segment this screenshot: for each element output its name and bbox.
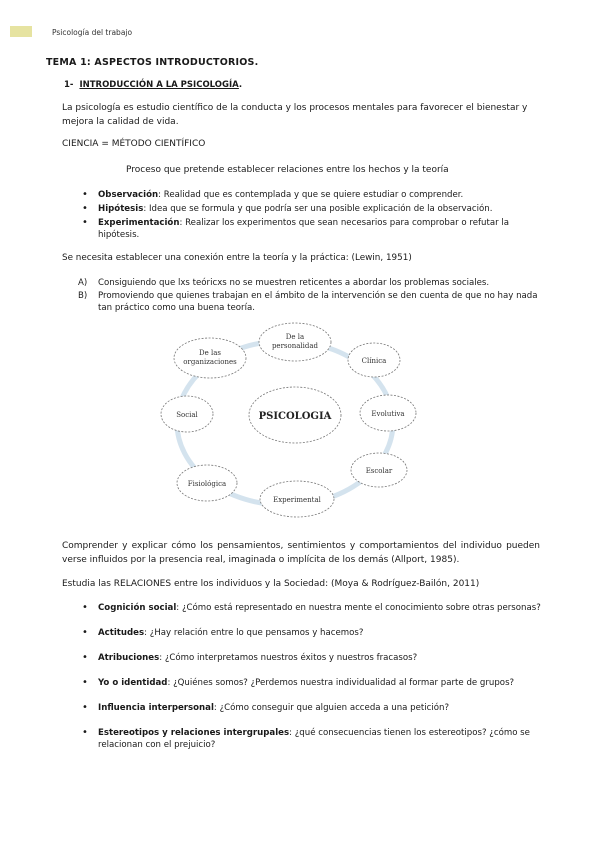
- svg-text:De la: [286, 333, 304, 341]
- topic-atribuciones: [80, 652, 562, 664]
- definition: Idea que se formula y que podría ser una posible explicación de la observación.: [148, 204, 493, 214]
- connection-item-b: [78, 290, 548, 314]
- connection-sentence: Se necesita establecer una conexión entre la teoría y la práctica: (Lewin, 1951): [62, 253, 412, 263]
- node-label: organizaciones: [183, 358, 237, 366]
- svg-text:De las: [199, 349, 221, 357]
- chapter-title: TEMA 1: ASPECTOS INTRODUCTORIOS.: [46, 57, 259, 68]
- list-marker: A): [78, 278, 88, 288]
- definition: Realizar los experimentos que sean necesarios para comprobar o refutar la hipótesis.: [98, 218, 510, 240]
- svg-text:Fisiológica: [188, 480, 226, 488]
- social-psychology-definition: Comprender y explicar cómo los pensamientos, sentimientos y comportamientos del individuo pueden verse influidos por la presencia real, imaginada o implícita de los demás (Allport, 1985).: [62, 541, 540, 565]
- svg-text:Evolutiva: [371, 410, 404, 418]
- svg-text:Social: [176, 411, 198, 419]
- node-label: Evolutiva: [371, 410, 405, 418]
- node-escolar: [351, 453, 407, 487]
- term: Estereotipos y relaciones intergrupales: [98, 728, 290, 738]
- node-label: Social: [176, 411, 198, 419]
- section-heading: [64, 80, 242, 90]
- node-social: [161, 396, 213, 432]
- intro-paragraph: La psicología es estudio científico de la conducta y los procesos mentales para favorecer el bienestar y mejora la calidad de vida.: [62, 103, 528, 127]
- node-label: Clínica: [361, 357, 387, 365]
- term: Hipótesis: [98, 204, 144, 214]
- topic-influencia-interpersonal: [80, 702, 562, 714]
- connection-list: [78, 277, 548, 315]
- node-label: personalidad: [271, 342, 319, 350]
- svg-text:organizaciones: [183, 358, 237, 366]
- science-label: CIENCIA = MÉTODO CIENTÍFICO: [62, 139, 206, 149]
- topic-estereotipos: [80, 727, 562, 751]
- center-label: PSICOLOGIA: [258, 411, 332, 422]
- question: ¿Cómo interpretamos nuestros éxitos y nuestros fracasos?: [164, 653, 418, 663]
- node-fisiologica: [177, 465, 237, 501]
- section-number: 1-: [64, 80, 74, 90]
- svg-text:Escolar: [366, 467, 393, 475]
- question: ¿qué consecuencias tienen los estereotipos? ¿cómo se relacionan con el prejuicio?: [98, 728, 530, 750]
- svg-text:PSICOLOGIA: [259, 411, 332, 422]
- svg-text:personalidad: [272, 342, 319, 350]
- method-item-experimentacion: [80, 217, 544, 241]
- item-text: Consiguiendo que lxs teóricxs no se muestren reticentes a abordar los problemas sociales.: [98, 278, 490, 288]
- question: ¿Cómo conseguir que alguien acceda a una petición?: [219, 703, 450, 713]
- separator: :: [167, 678, 174, 688]
- node-personalidad: [259, 323, 331, 361]
- question: ¿Cómo está representado en nuestra mente el conocimiento sobre otras personas?: [181, 603, 541, 613]
- separator: :: [159, 653, 165, 663]
- method-list: [80, 189, 544, 243]
- node-organizaciones: [174, 338, 246, 378]
- header-color-mark: [10, 26, 32, 37]
- topic-actitudes: [80, 627, 562, 639]
- relations-sentence: Estudia las RELACIONES entre los individuos y la Sociedad: (Moya & Rodríguez-Bailón, 2011): [62, 579, 480, 589]
- node-evolutiva: [360, 395, 416, 431]
- separator: :: [158, 190, 164, 200]
- social-topics-list: [80, 602, 562, 764]
- topic-identidad: [80, 677, 562, 689]
- separator: :: [179, 218, 186, 228]
- node-label: De la: [285, 333, 305, 341]
- separator: :: [143, 204, 149, 214]
- definition: Realidad que es contemplada y que se quiere estudiar o comprender.: [163, 190, 464, 200]
- svg-text:Experimental: [273, 496, 322, 504]
- node-label: Experimental: [273, 496, 321, 504]
- term: Atribuciones: [98, 653, 160, 663]
- section-suffix: .: [238, 80, 243, 90]
- item-text: Promoviendo que quienes trabajan en el ámbito de la intervención se den cuenta de que no hay nada tan práctico como una buena teoría.: [98, 291, 538, 313]
- separator: :: [176, 603, 182, 613]
- term: Observación: [98, 190, 159, 200]
- list-marker: B): [78, 291, 88, 301]
- term: Actitudes: [98, 628, 145, 638]
- separator: :: [144, 628, 150, 638]
- separator: :: [213, 703, 220, 713]
- node-label: Escolar: [365, 467, 393, 475]
- method-item-observacion: [80, 189, 544, 201]
- method-item-hipotesis: [80, 203, 544, 215]
- term: Cognición social: [98, 603, 177, 613]
- term: Experimentación: [98, 218, 180, 228]
- psychology-branches-diagram: [150, 320, 420, 525]
- process-sentence: Proceso que pretende establecer relaciones entre los hechos y la teoría: [126, 165, 449, 175]
- svg-text:Clínica: [362, 357, 387, 365]
- node-clinica: [348, 343, 400, 377]
- term: Yo o identidad: [98, 678, 168, 688]
- section-title: INTRODUCCIÓN A LA PSICOLOGÍA: [79, 80, 239, 90]
- separator: :: [289, 728, 295, 738]
- topic-cognicion-social: [80, 602, 562, 614]
- question: ¿Quiénes somos? ¿Perdemos nuestra individualidad al formar parte de grupos?: [173, 678, 515, 688]
- header-running-title: Psicología del trabajo: [52, 28, 133, 37]
- node-label: Fisiológica: [187, 480, 227, 488]
- node-center-psicologia: [249, 387, 341, 443]
- question: ¿Hay relación entre lo que pensamos y hacemos?: [149, 628, 364, 638]
- node-label: De las: [199, 349, 221, 357]
- term: Influencia interpersonal: [98, 703, 214, 713]
- node-experimental: [260, 481, 334, 517]
- connection-item-a: [78, 277, 548, 289]
